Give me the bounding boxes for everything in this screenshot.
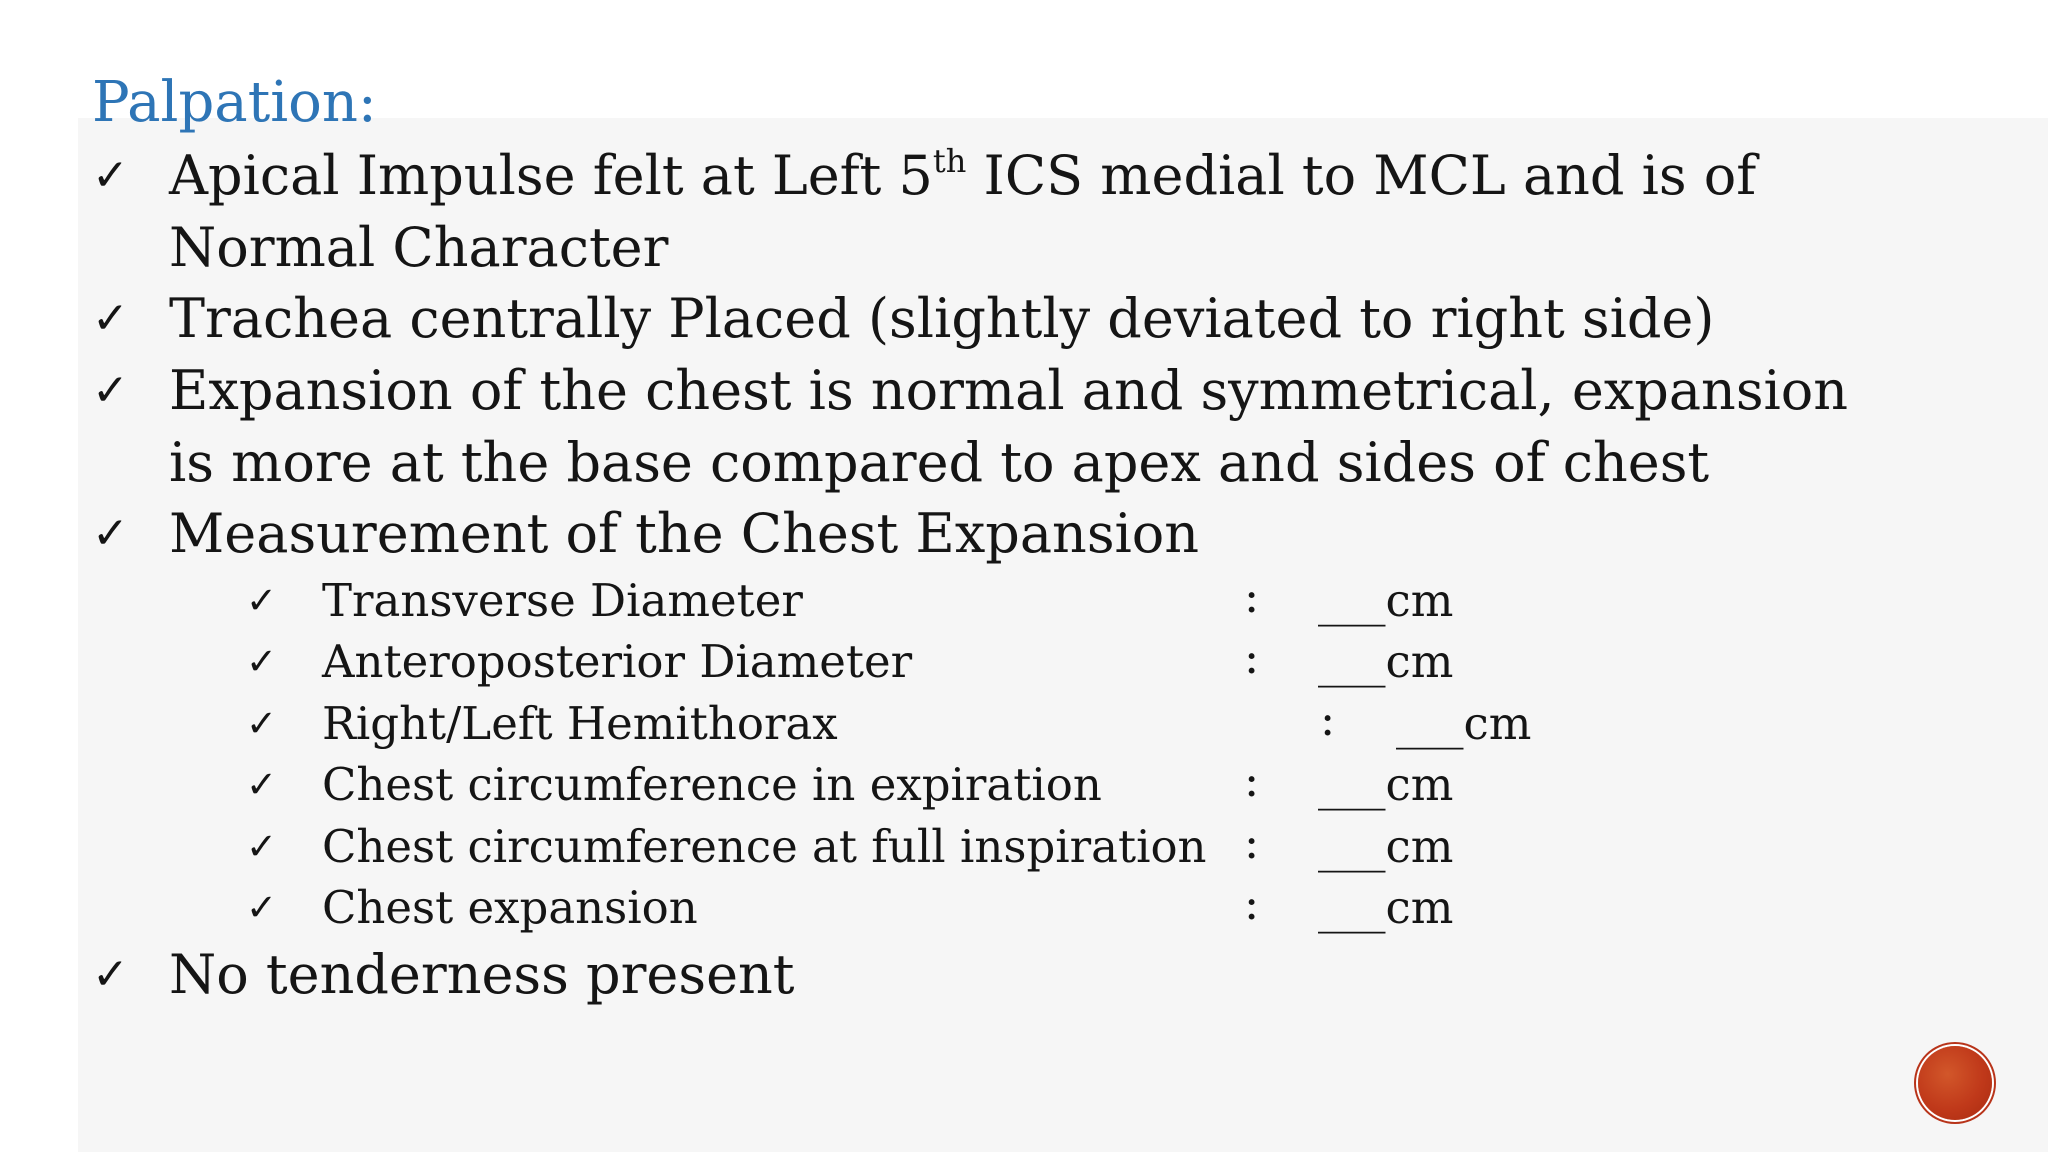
bullet-text: Trachea centrally Placed (slightly deviated to right side) — [169, 287, 1715, 350]
checkmark-icon: ✓ — [92, 949, 129, 1000]
measurement-label: Chest circumference in expiration — [322, 758, 1102, 811]
measurement-value: ___cm — [1318, 635, 1454, 688]
checkmark-icon: ✓ — [246, 640, 278, 683]
measurement-row-expiration — [246, 754, 1646, 816]
checkmark-icon: ✓ — [246, 825, 278, 868]
checkmark-icon: ✓ — [92, 293, 129, 344]
checkmark-icon: ✓ — [92, 508, 129, 559]
measurement-value: ___cm — [1318, 881, 1454, 934]
measurement-label: Chest expansion — [322, 881, 698, 934]
measurement-colon: : — [1244, 570, 1260, 623]
measurement-colon: : — [1244, 816, 1260, 869]
bullet-text: Apical Impulse felt at Left 5th ICS medial to MCL and is of — [169, 142, 1757, 207]
circle-button-icon[interactable] — [1918, 1046, 1992, 1120]
checkmark-icon: ✓ — [246, 886, 278, 929]
measurement-row-inspiration — [246, 816, 1646, 878]
checkmark-icon: ✓ — [92, 365, 129, 416]
measurement-value: ___cm — [1396, 697, 1532, 750]
measurement-value: ___cm — [1318, 574, 1454, 627]
measurement-colon: : — [1320, 693, 1336, 746]
measurement-label: Transverse Diameter — [322, 574, 803, 627]
measurement-label: Chest circumference at full inspiration — [322, 820, 1207, 873]
measurement-value: ___cm — [1318, 820, 1454, 873]
slide-heading: Palpation: — [92, 70, 377, 135]
measurement-label: Anteroposterior Diameter — [322, 635, 913, 688]
measurement-row-anteroposterior — [246, 631, 1646, 693]
measurement-colon: : — [1244, 877, 1260, 930]
bullet-text: Expansion of the chest is normal and symmetrical, expansion — [169, 359, 1849, 422]
checkmark-icon: ✓ — [92, 150, 129, 201]
bullet-text: is more at the base compared to apex and sides of chest — [169, 431, 1710, 494]
measurement-row-hemithorax — [246, 693, 1646, 755]
checkmark-icon: ✓ — [246, 763, 278, 806]
measurement-row-transverse — [246, 570, 1646, 632]
measurement-row-chest-expansion — [246, 877, 1646, 939]
measurement-colon: : — [1244, 631, 1260, 684]
checkmark-icon: ✓ — [246, 579, 278, 622]
measurement-colon: : — [1244, 754, 1260, 807]
measurement-label: Right/Left Hemithorax — [322, 697, 838, 750]
checkmark-icon: ✓ — [246, 702, 278, 745]
bullet-text: Normal Character — [169, 216, 669, 279]
bullet-text: Measurement of the Chest Expansion — [169, 502, 1200, 565]
measurement-value: ___cm — [1318, 758, 1454, 811]
bullet-text: No tenderness present — [169, 943, 795, 1006]
